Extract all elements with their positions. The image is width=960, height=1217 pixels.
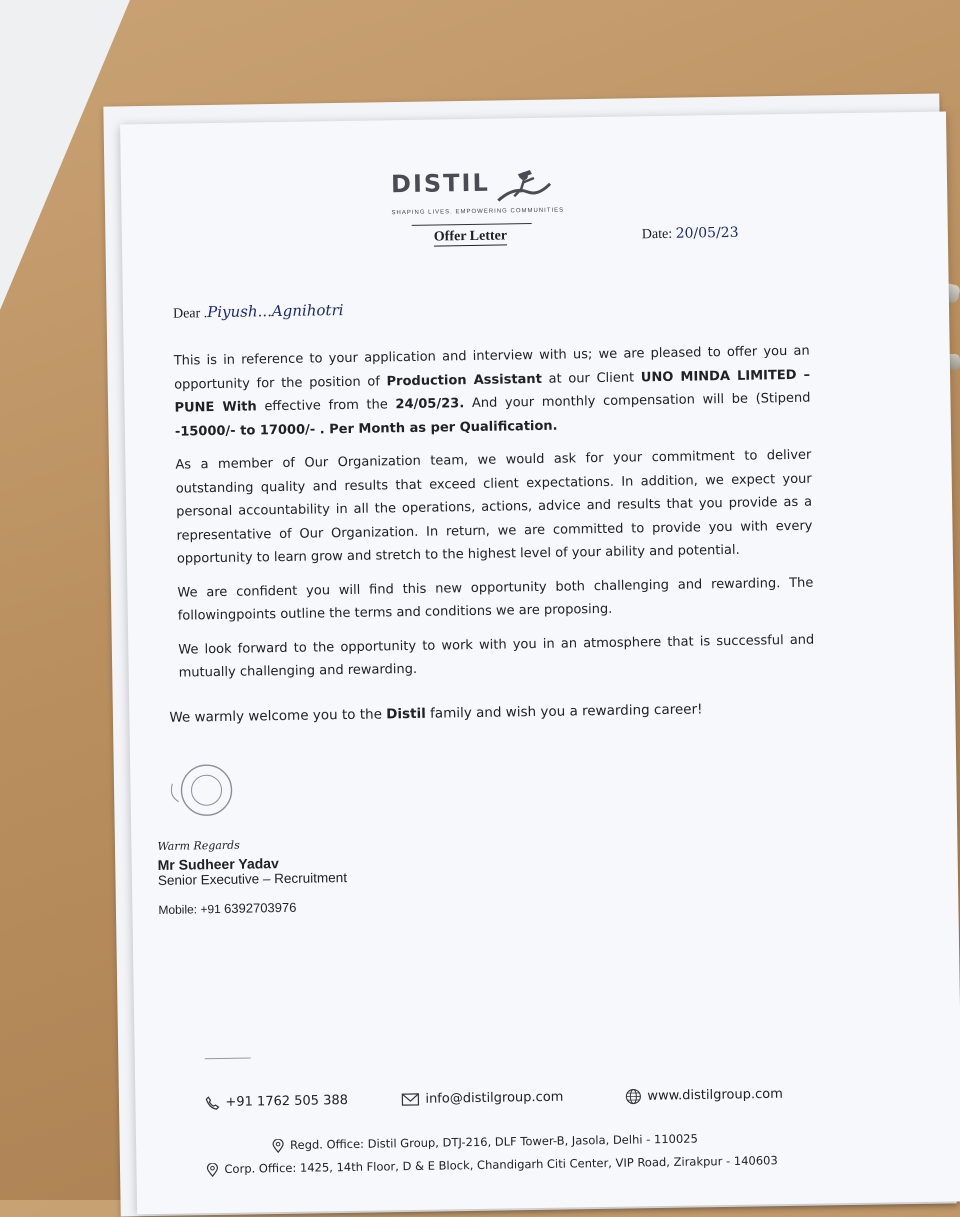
paragraph: As a member of Our Organization team, we would ask for your commitment to deliver outstanding quality and results that exceed client expectations. In addition, we expect your personal accountability in all the operations, actions, advice and results that you provide as a representative of Our Organization. In return, we are committed to provide you with every opportunity to learn grow and stretch to the highest level of your ability and potential. xyxy=(175,447,813,567)
regd-office: Regd. Office: Distil Group, DTJ-216, DLF Tower-B, Jasola, Delhi - 110025 xyxy=(206,1126,778,1158)
phone-icon xyxy=(205,1096,219,1110)
footer-phone: +91 1762 505 388 xyxy=(205,1093,348,1110)
footer-addresses xyxy=(206,1126,778,1181)
signature-block xyxy=(157,837,347,917)
date-label: Date: xyxy=(641,226,673,243)
footer-website: www.distilgroup.com xyxy=(625,1086,783,1104)
logo-wordmark: DISTIL xyxy=(390,168,490,199)
divider xyxy=(412,223,532,226)
letter-title: Offer Letter xyxy=(433,228,508,245)
corp-office: Corp. Office: 1425, 14th Floor, D & E Block, Chandigarh Citi Center, VIP Road, Zirakpur - 140603 xyxy=(206,1149,778,1181)
welcome-line: We warmly welcome you to the Distil family and wish you a rewarding career! xyxy=(169,701,703,726)
footer-contacts xyxy=(205,1086,825,1110)
paragraph: We are confident you will find this new opportunity both challenging and rewarding. The followingpoints outline the terms and conditions we are proposing. xyxy=(177,575,814,624)
company-logo xyxy=(391,165,592,216)
salutation-label: Dear . xyxy=(172,306,208,322)
globe-icon xyxy=(625,1088,641,1104)
location-pin-icon xyxy=(272,1139,284,1153)
salutation xyxy=(173,301,344,323)
letter-body xyxy=(174,340,815,695)
letter-date xyxy=(642,225,739,244)
company-seal-stamp xyxy=(166,761,239,820)
footer-email: info@distilgroup.com xyxy=(401,1090,563,1108)
graduate-figure-icon xyxy=(494,166,555,207)
candidate-name: Piyush...Agnihotri xyxy=(207,301,344,322)
signatory-mobile: Mobile: +91 6392703976 xyxy=(158,899,297,917)
date-value: 20/05/23 xyxy=(675,224,739,242)
logo-tagline: SHAPING LIVES. EMPOWERING COMMUNITIES xyxy=(391,207,565,217)
location-pin-icon xyxy=(206,1163,218,1177)
paragraph: We look forward to the opportunity to work with you in an atmosphere that is successful and mutually challenging and rewarding. xyxy=(178,632,815,681)
signatory-role: Senior Executive – Recruitment xyxy=(157,870,348,888)
paragraph: This is in reference to your application and interview with us; we are pleased to offer you an opportunity for the position of Production Assistant at our Client UNO MINDA LIMITED – PUNE With effective from the 24/05/23. And your monthly compensation will be (Stipend -15000/- to 17000/- . Per Month as per Qualification. xyxy=(173,343,811,440)
signatory-name: Mr Sudheer Yadav xyxy=(157,855,279,873)
offer-letter-page xyxy=(120,112,960,1215)
email-icon xyxy=(401,1093,419,1106)
divider xyxy=(205,1058,251,1060)
closing: Warm Regards xyxy=(157,838,240,853)
